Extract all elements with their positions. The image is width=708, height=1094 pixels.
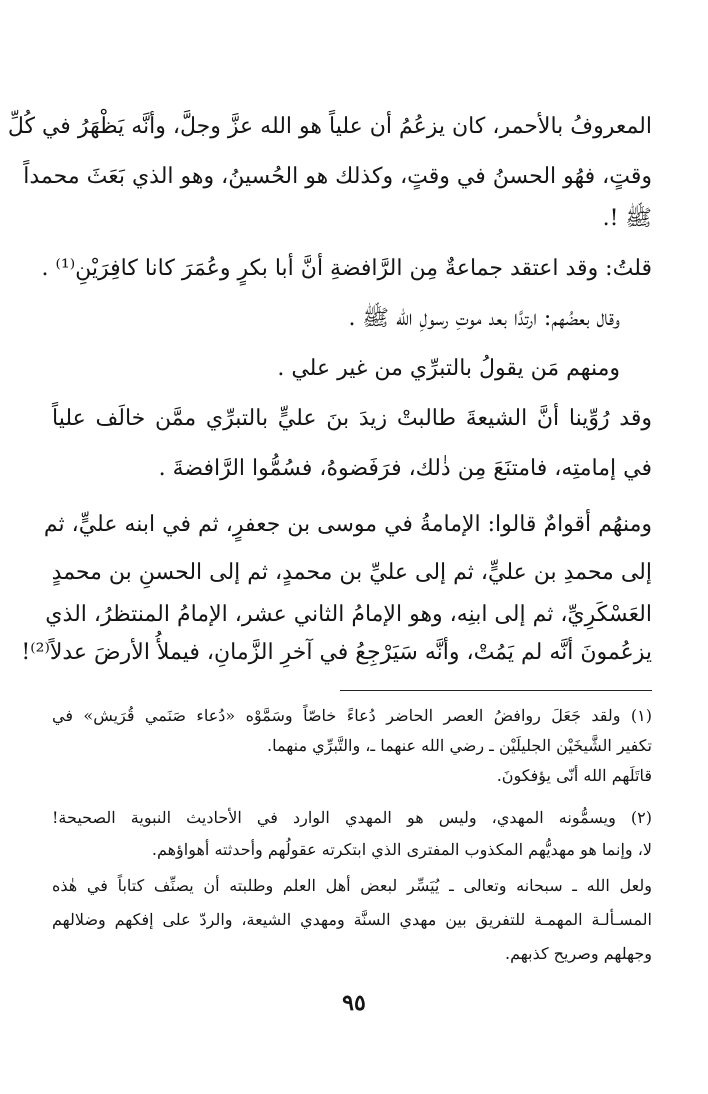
body-line-11: العَسْكَرِيِّ، ثم إلى ابنِه، وهو الإمامُ الثاني عشر، الإمامُ المنتظرُ، الذي [45, 602, 652, 627]
footnote-divider [340, 690, 652, 691]
footnote-line-6: ولعل الله ـ سبحانه وتعالى ـ يُيَسِّر لبعض أهل العلم وطلبته أن يصنِّف كتاباً في هٰذه [52, 876, 652, 895]
footnote-line-7: المسـألـة المهمـة للتفريق بين مهدي السنَّة ومهدي الشيعة، والردّ على إفكهم وضلالهم [52, 910, 652, 929]
footnote-line-8: وجهلهم وصريح كذبهم. [505, 944, 652, 963]
body-line-10: إلى محمدِ بن عليٍّ، ثم إلى عليِّ بن محمدٍ، ثم إلى الحسنِ بن محمدٍ [51, 560, 652, 585]
footnote-line-3: قاتَلَهم الله أنّى يؤفكونَ. [496, 766, 652, 785]
footnote-line-4: (٢) ويسمُّونه المهدي، وليس هو المهدي الوارد في الأحاديث النبوية الصحيحة! [52, 808, 652, 827]
body-line-1: المعروفُ بالأحمر، كان يزعُمُ أن علياً هو الله عزَّ وجلَّ، وأنَّه يَظْهَرُ في كُلِّ [7, 114, 652, 139]
body-line-12: يزعُمونَ أنَّه لم يَمُتْ، وأنَّه سَيَرْجِعُ في آخرِ الزَّمانِ، فيملأُ الأرضَ عدلاً⁽²⁾! [21, 640, 652, 665]
footnote-line-1: (١) ولقد جَعَلَ روافضُ العصر الحاضر دُعاءً خاصّاً وسَمَّوْه «دُعاء صَنَمي قُرَيش» في [52, 706, 652, 725]
body-line-6: ومنهم مَن يقولُ بالتبرِّي من غير علي . [277, 356, 620, 381]
footnote-line-2: تكفير الشَّيخَيْن الجليلَيْن ـ رضي الله عنهما ـ، والتَّبرِّي منهما. [267, 736, 652, 755]
page-number: ٩٥ [342, 990, 366, 1016]
body-line-8: في إمامتِه، فامتنَعَ مِن ذٰلك، فرَفَضوهُ، فسُمُّوا الرَّافضةَ . [158, 456, 652, 481]
footnote-line-5: لا، وإنما هو مهديُّهم المكذوب المفترى الذي ابتكرته عقولُهم وأحدثته أهواؤهم. [151, 840, 652, 859]
body-line-5: وقال بعضُهم: ارتدَّا بعد موتِ رسولِ الله ﷺ . [348, 306, 620, 331]
body-line-7: وقد رُوِّينا أنَّ الشيعةَ طالبتْ زيدَ بنَ عليٍّ بالتبرِّي ممَّن خالَف علياً [52, 406, 652, 431]
body-line-4: قلتُ: وقد اعتقد جماعةٌ مِن الرَّافضةِ أنَّ أبا بكرٍ وعُمَرَ كانا كافِرَيْنِ⁽¹⁾ . [41, 256, 652, 281]
body-line-9: ومنهُم أقوامٌ قالوا: الإمامةُ في موسى بن جعفرٍ، ثم في ابنه عليٍّ، ثم [43, 512, 652, 537]
body-line-3: ﷺ !. [602, 206, 652, 231]
body-line-2: وقتٍ، فهُو الحسنُ في وقتٍ، وكذلك هو الحُسينُ، وهو الذي بَعَثَ محمداً [23, 164, 652, 189]
